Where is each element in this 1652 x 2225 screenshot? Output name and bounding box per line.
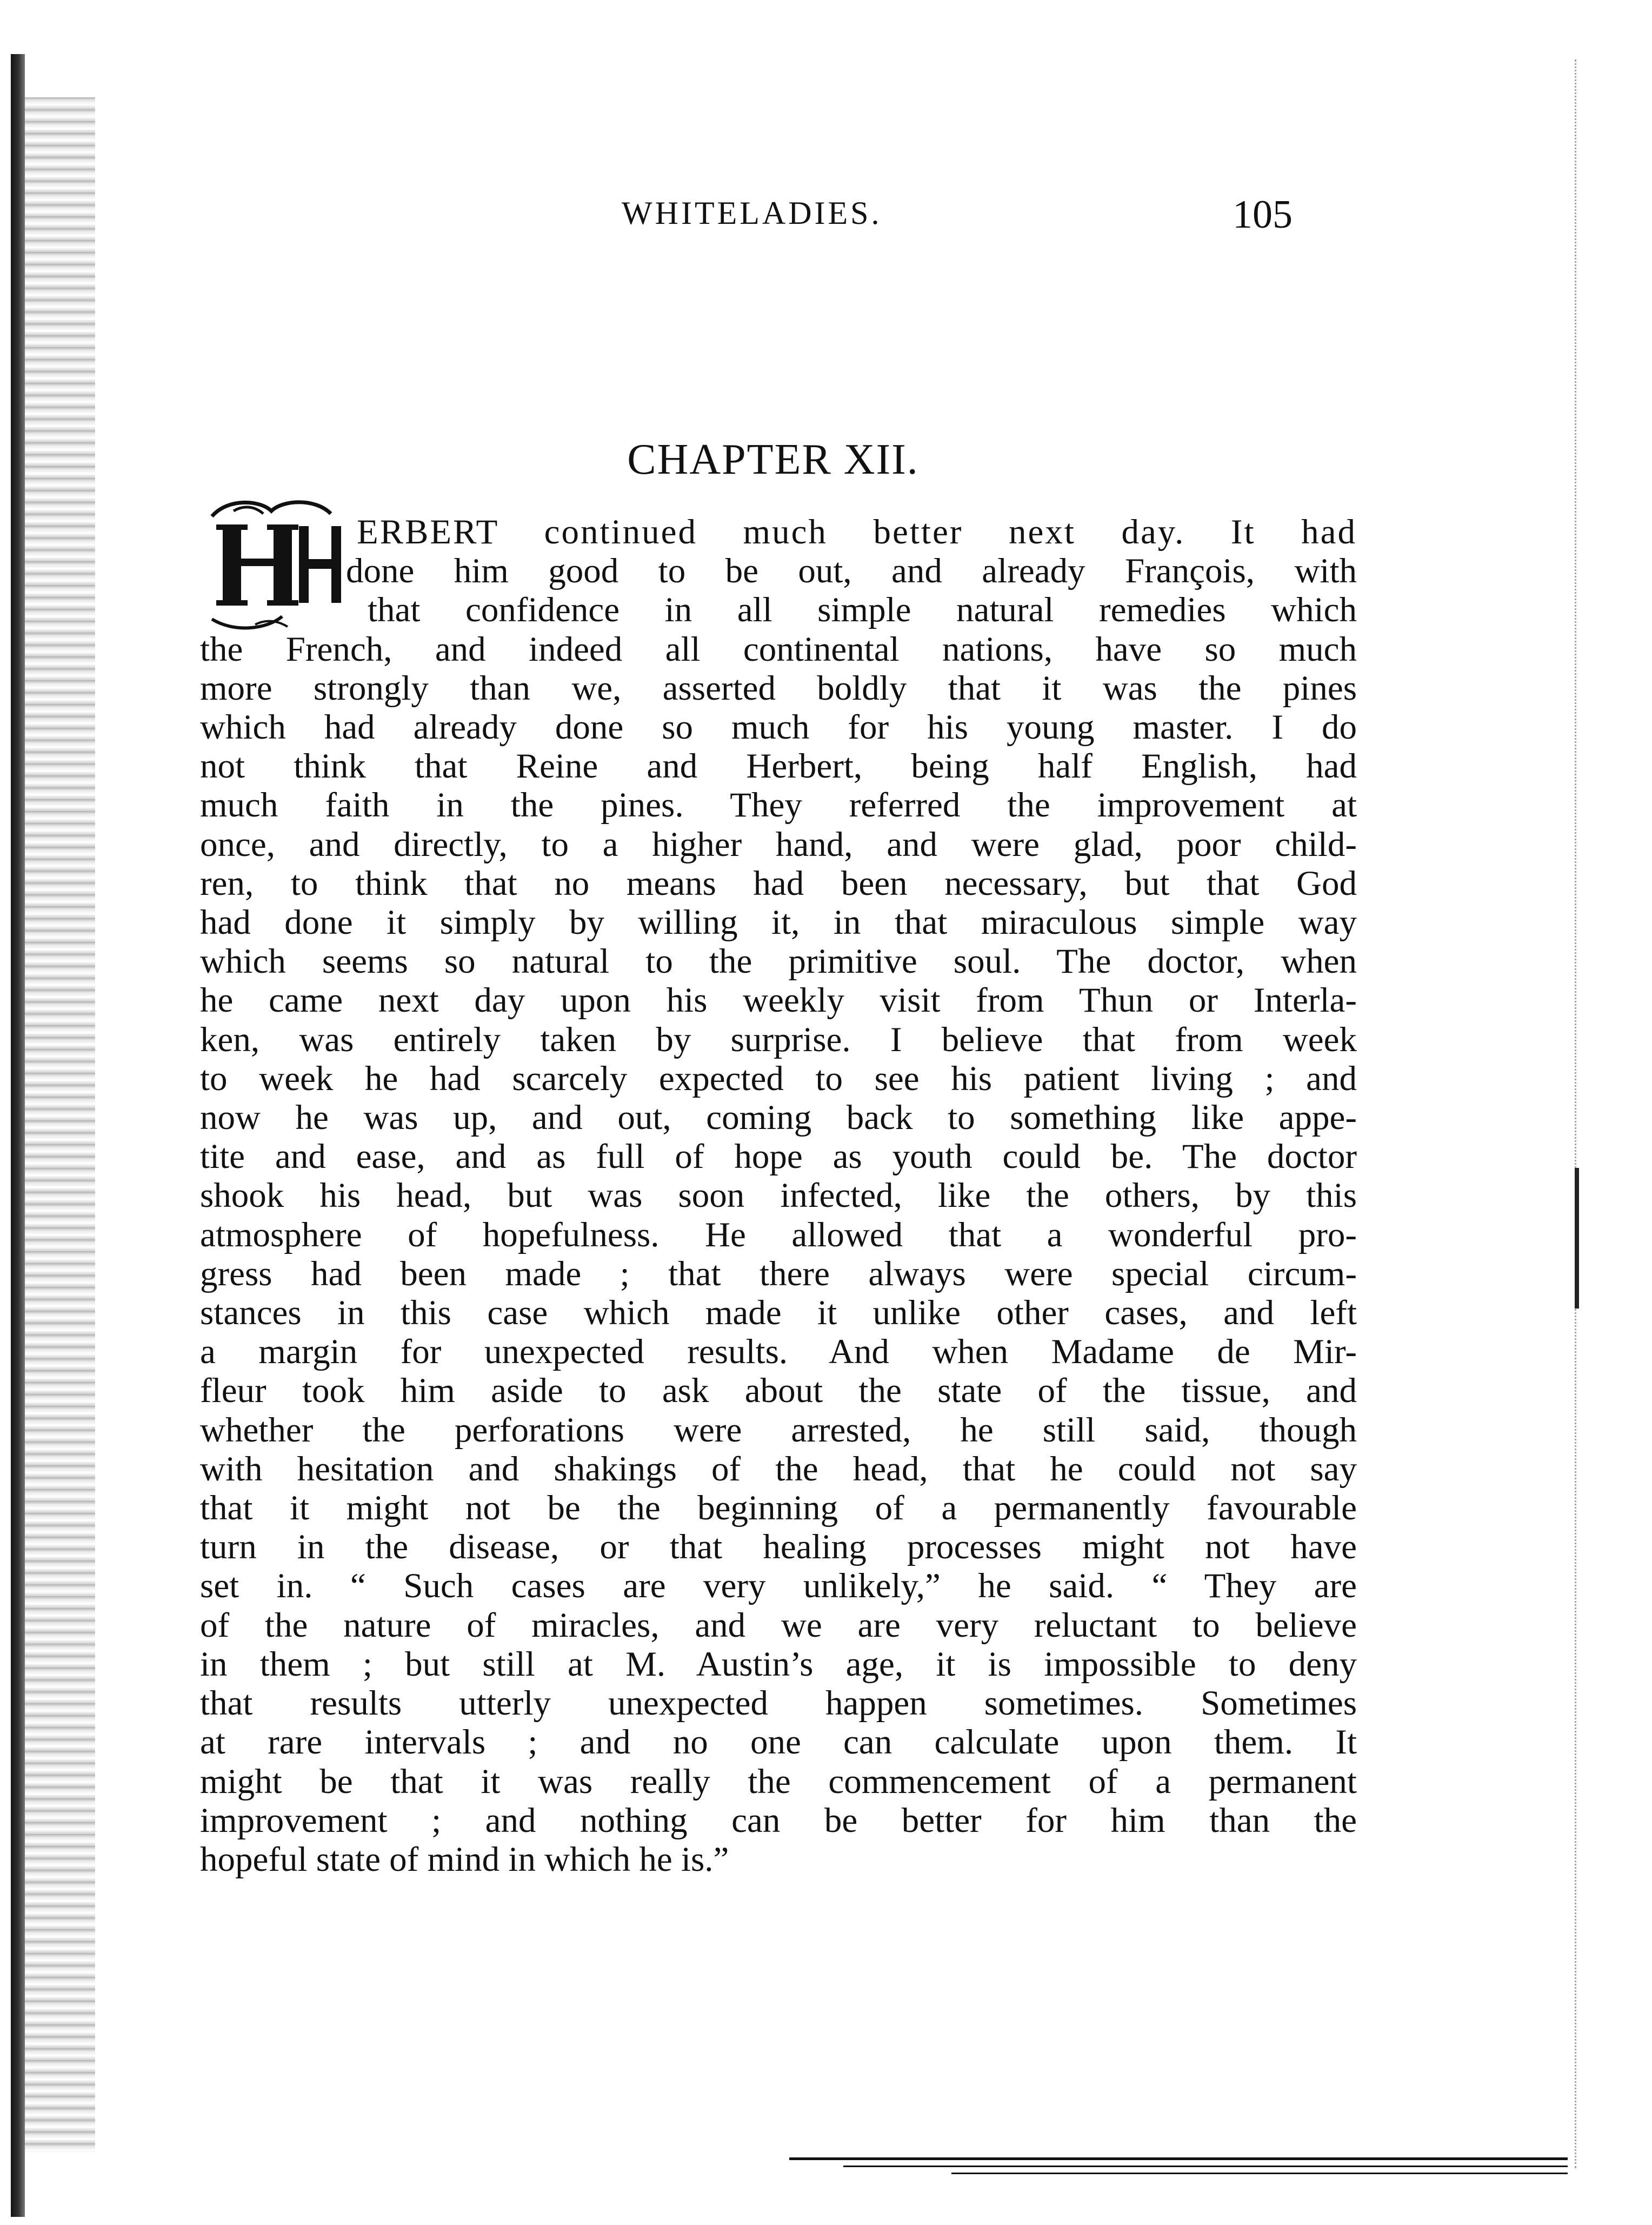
body-paragraph [200,513,1357,1879]
page-edge [1575,59,1582,2168]
text-line: now he was up, and out, coming back to something like appe- [200,1098,1357,1138]
text-line: the French, and indeed all continental nations, have so much [200,629,1357,669]
text-line: with hesitation and shakings of the head, that he could not say [200,1449,1357,1489]
text-line: which seems so natural to the primitive soul. The doctor, when [200,942,1357,981]
text-line: that confidence in all simple natural remedies which [368,590,1357,630]
footer-rule [843,2166,1568,2167]
text-line: turn in the disease, or that healing processes might not have [200,1527,1357,1567]
text-line: had done it simply by willing it, in that miraculous simple way [200,903,1357,942]
text-line: stances in this case which made it unlike other cases, and left [200,1293,1357,1333]
page-number: 105 [1233,192,1293,237]
text-line: improvement ; and nothing can be better for him than the [200,1801,1357,1840]
text-line: whether the perforations were arrested, he still said, though [200,1410,1357,1450]
text-line: much faith in the pines. They referred the improvement at [200,786,1357,825]
text-line: ken, was entirely taken by surprise. I believe that from week [200,1020,1357,1059]
text-line: gress had been made ; that there always were special circum- [200,1254,1357,1293]
footer-rule [951,2173,1568,2174]
text-line: shook his head, but was soon infected, like the others, by this [200,1176,1357,1216]
text-line: in them ; but still at M. Austin’s age, it is impossible to deny [200,1644,1357,1684]
text-line: fleur took him aside to ask about the state of the tissue, and [200,1371,1357,1411]
text-line: at rare intervals ; and no one can calculate upon them. It [200,1723,1357,1762]
text-line: that results utterly unexpected happen sometimes. Sometimes [200,1684,1357,1723]
text-line: more strongly than we, asserted boldly that it was the pines [200,668,1357,708]
text-line: he came next day upon his weekly visit from Thun or Interla- [200,981,1357,1020]
running-head: WHITELADIES. [622,195,882,231]
text-line: ren, to think that no means had been necessary, but that God [200,864,1357,903]
footer-rule [789,2157,1568,2160]
text-line: which had already done so much for his young master. I do [200,708,1357,747]
text-line: once, and directly, to a higher hand, and were glad, poor child- [200,825,1357,864]
text-line: done him good to be out, and already François, with [346,552,1357,591]
page-edge-mark [1575,1168,1579,1309]
text-line: a margin for unexpected results. And when Madame de Mir- [200,1332,1357,1372]
text-line: of the nature of miracles, and we are very reluctant to believe [200,1605,1357,1645]
text-line: ERBERT continued much better next day. It had [357,513,1357,552]
text-line: set in. “ Such cases are very unlikely,” he said. “ They are [200,1566,1357,1606]
binding-shadow [11,54,25,2217]
text-line: to week he had scarcely expected to see his patient living ; and [200,1059,1357,1098]
text-line: not think that Reine and Herbert, being half English, had [200,747,1357,786]
text-line: tite and ease, and as full of hope as youth could be. The doctor [200,1137,1357,1177]
chapter-title: CHAPTER XII. [627,436,919,483]
text-line: hopeful state of mind in which he is.” [200,1839,729,1879]
binding-speckle [25,97,95,2152]
text-line: that it might not be the beginning of a permanently favourable [200,1489,1357,1528]
text-line: might be that it was really the commencement of a permanent [200,1762,1357,1801]
text-line: atmosphere of hopefulness. He allowed that a wonderful pro- [200,1215,1357,1254]
